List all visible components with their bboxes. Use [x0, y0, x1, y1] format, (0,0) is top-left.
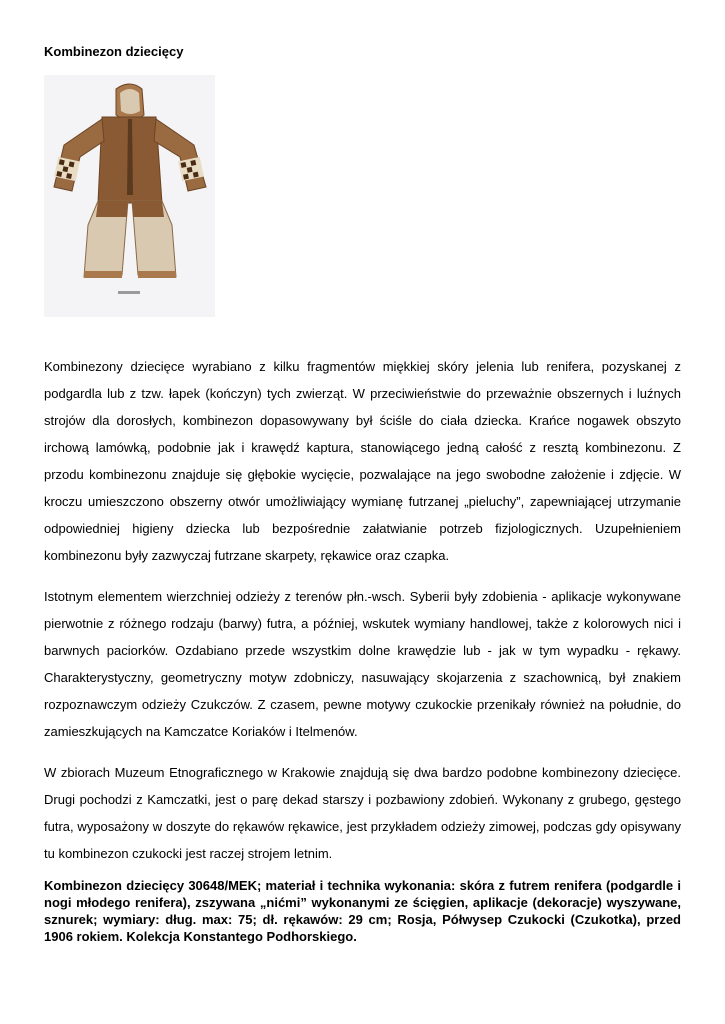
kombinezon-photo: [44, 75, 215, 317]
paragraph-2: Istotnym elementem wierzchniej odzieży z terenów płn.-wsch. Syberii były zdobienia - aplikacje wykonywane pierwotnie z różnego rodzaju (barwy) futra, a później, wskutek wymiany handlowej, także z kolorowych nici i barwnych paciorków. Ozdabiano przede wszystkim dolne krawędzie lub - jak w tym wypadku - rękawy. Charakterystyczny, geometryczny motyw zdobniczy, nasuwający skojarzenia z szachownicą, był znakiem rozpoznawczym odzieży Czukczów. Z czasem, pewne motywy czukockie przenikały również na południe, do zamieszkujących na Kamczatce Koriaków i Itelmenów.: [44, 589, 681, 739]
paragraph-3: W zbiorach Muzeum Etnograficznego w Krakowie znajdują się dwa bardzo podobne kombinezony dziecięce. Drugi pochodzi z Kamczatki, jest o parę dekad starszy i pozbawiony zdobień. Wykonany z grubego, gęstego futra, wyposażony w doszyte do rękawów rękawice, jest przykładem odzieży zimowej, podczas gdy opisywany tu kombinezon czukocki jest raczej strojem letnim.: [44, 765, 681, 861]
document-title: Kombinezon dziecięcy: [44, 44, 184, 59]
fur-suit-illustration: [44, 75, 215, 317]
body-text: [44, 353, 681, 881]
paragraph-1: Kombinezony dziecięce wyrabiano z kilku fragmentów miękkiej skóry jelenia lub renifera, pozyskanej z podgardla lub z tzw. łapek (kończyn) tych zwierząt. W przeciwieństwie do przeważnie obszernych i luźnych strojów dla dorosłych, kombinezon dopasowywany był ściśle do ciała dziecka. Krańce nogawek obszyto irchową lamówką, podobnie jak i krawędź kaptura, stanowiącego jedną całość z resztą kombinezonu. Z przodu kombinezonu znajduje się głębokie wycięcie, pozwalające na jego swobodne założenie i zdjęcie. W kroczu umieszczono obszerny otwór umożliwiający wymianę futrzanej „pieluchy”, zapewniającej utrzymanie odpowiedniej higieny dziecka lub bezpośrednie załatwianie potrzeb fizjologicznych. Uzupełnieniem kombinezonu były zazwyczaj futrzane skarpety, rękawice oraz czapka.: [44, 359, 681, 563]
object-caption: Kombinezon dziecięcy 30648/MEK; materiał i technika wykonania: skóra z futrem renifera (podgardle i nogi młodego renifera), zszywana „nićmi” wykonanymi ze ścięgien, aplikacje (dekoracje) wyszywane, sznurek; wymiary: dług. max: 75; dł. rękawów: 29 cm; Rosja, Półwysep Czukocki (Czukotka), przed 1906 rokiem. Kolekcja Konstantego Podhorskiego.: [44, 878, 681, 944]
